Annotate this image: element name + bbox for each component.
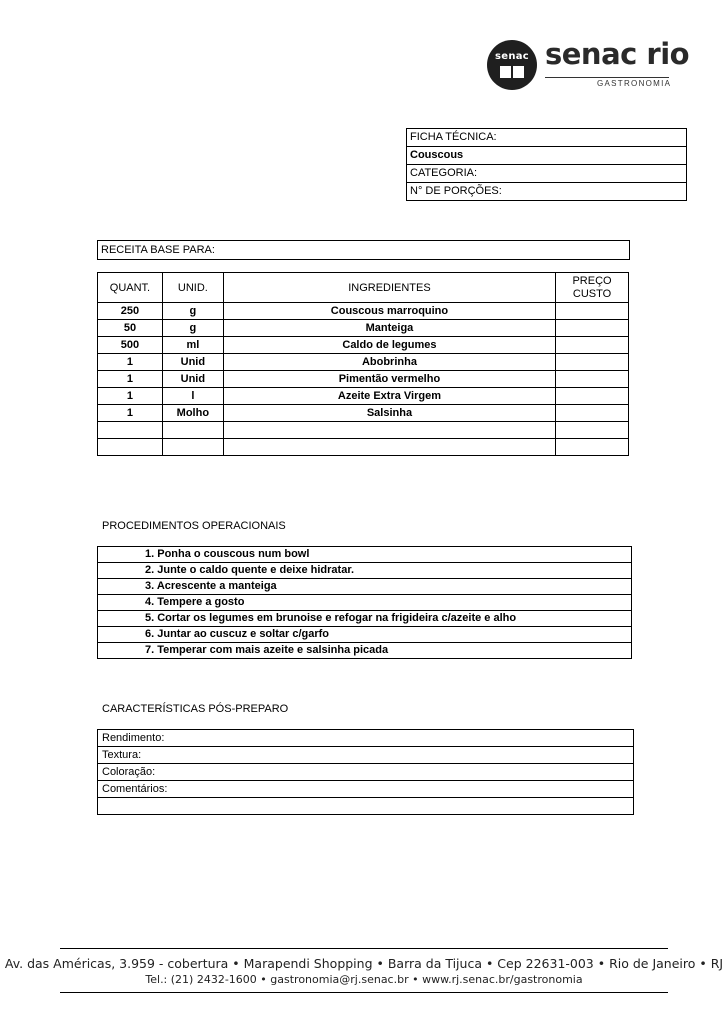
pos-preparo-field: Coloração: bbox=[98, 764, 633, 781]
cell-price bbox=[556, 405, 629, 422]
pos-preparo-field: Textura: bbox=[98, 747, 633, 764]
cell-unid: Molho bbox=[162, 405, 223, 422]
category-field: CATEGORIA: bbox=[407, 165, 686, 183]
procedure-step: 5. Cortar os legumes em brunoise e refogar na frigideira c/azeite e alho bbox=[98, 611, 631, 627]
header-ingredientes: INGREDIENTES bbox=[223, 273, 555, 303]
cell-quant: 1 bbox=[98, 405, 163, 422]
cell-ingredient: Abobrinha bbox=[223, 354, 555, 371]
cell-ingredient: Azeite Extra Virgem bbox=[223, 388, 555, 405]
pos-preparo-field: Comentários: bbox=[98, 781, 633, 798]
cell-unid: l bbox=[162, 388, 223, 405]
cell-quant: 1 bbox=[98, 371, 163, 388]
procedure-step: 6. Juntar ao cuscuz e soltar c/garfo bbox=[98, 627, 631, 643]
cell-price bbox=[556, 303, 629, 320]
cell-ingredient bbox=[223, 422, 555, 439]
cell-quant bbox=[98, 439, 163, 456]
ficha-tecnica-box bbox=[406, 128, 687, 201]
receita-base-field: RECEITA BASE PARA: bbox=[97, 240, 630, 260]
cell-price bbox=[556, 320, 629, 337]
cell-ingredient: Manteiga bbox=[223, 320, 555, 337]
logo-brand: senac rio bbox=[545, 37, 690, 71]
table-row bbox=[98, 337, 629, 354]
footer-contact: Tel.: (21) 2432-1600 • gastronomia@rj.senac.br • www.rj.senac.br/gastronomia bbox=[145, 973, 583, 986]
procedure-step: 4. Tempere a gosto bbox=[98, 595, 631, 611]
cell-price bbox=[556, 439, 629, 456]
cell-unid: g bbox=[162, 320, 223, 337]
table-row bbox=[98, 405, 629, 422]
portions-field: N° DE PORÇÕES: bbox=[407, 183, 686, 201]
table-header-row bbox=[98, 273, 629, 303]
cell-quant: 500 bbox=[98, 337, 163, 354]
logo-subtitle: GASTRONOMIA bbox=[597, 79, 672, 88]
procedure-step: 1. Ponha o couscous num bowl bbox=[98, 547, 631, 563]
cell-unid: Unid bbox=[162, 354, 223, 371]
cell-unid: Unid bbox=[162, 371, 223, 388]
table-row bbox=[98, 371, 629, 388]
cell-price bbox=[556, 388, 629, 405]
logo-badge-text: senac bbox=[494, 51, 530, 62]
header-unid: UNID. bbox=[162, 273, 223, 303]
pos-preparo-field bbox=[98, 798, 633, 815]
pos-preparo-field: Rendimento: bbox=[98, 730, 633, 747]
cell-ingredient: Couscous marroquino bbox=[223, 303, 555, 320]
cell-unid: g bbox=[162, 303, 223, 320]
cell-unid: ml bbox=[162, 337, 223, 354]
cell-ingredient: Caldo de legumes bbox=[223, 337, 555, 354]
procedure-step: 3. Acrescente a manteiga bbox=[98, 579, 631, 595]
cell-unid bbox=[162, 439, 223, 456]
cell-quant: 1 bbox=[98, 388, 163, 405]
table-row bbox=[98, 422, 629, 439]
procedure-step: 7. Temperar com mais azeite e salsinha picada bbox=[145, 644, 389, 656]
cell-ingredient: Salsinha bbox=[223, 405, 555, 422]
table-row bbox=[98, 388, 629, 405]
ficha-title: FICHA TÉCNICA: bbox=[407, 129, 686, 147]
senac-badge-icon bbox=[487, 40, 537, 90]
cell-unid bbox=[162, 422, 223, 439]
cell-price bbox=[556, 422, 629, 439]
footer-address: Av. das Américas, 3.959 - cobertura • Marapendi Shopping • Barra da Tijuca • Cep 22631-003 • Rio de Janeiro • RJ bbox=[4, 956, 724, 971]
header-quant: QUANT. bbox=[98, 273, 163, 303]
table-row bbox=[98, 354, 629, 371]
cell-price bbox=[556, 371, 629, 388]
ingredients-table bbox=[97, 272, 629, 456]
procedimentos-box bbox=[97, 546, 632, 659]
cell-ingredient: Pimentão vermelho bbox=[223, 371, 555, 388]
procedure-step: 2. Junte o caldo quente e deixe hidratar. bbox=[98, 563, 631, 579]
table-row bbox=[98, 439, 629, 456]
table-row bbox=[98, 320, 629, 337]
dish-name: Couscous bbox=[407, 147, 686, 165]
senac-rio-logo bbox=[487, 37, 690, 90]
cell-price bbox=[556, 354, 629, 371]
pos-preparo-title: CARACTERÍSTICAS PÓS-PREPARO bbox=[102, 703, 289, 715]
cell-quant: 50 bbox=[98, 320, 163, 337]
cell-price bbox=[556, 337, 629, 354]
cell-quant: 250 bbox=[98, 303, 163, 320]
cell-quant bbox=[98, 422, 163, 439]
header-preco-custo: PREÇO CUSTO bbox=[556, 273, 629, 303]
table-row bbox=[98, 303, 629, 320]
cell-ingredient bbox=[223, 439, 555, 456]
procedimentos-title: PROCEDIMENTOS OPERACIONAIS bbox=[102, 520, 286, 532]
pos-preparo-box bbox=[97, 729, 634, 815]
cell-quant: 1 bbox=[98, 354, 163, 371]
